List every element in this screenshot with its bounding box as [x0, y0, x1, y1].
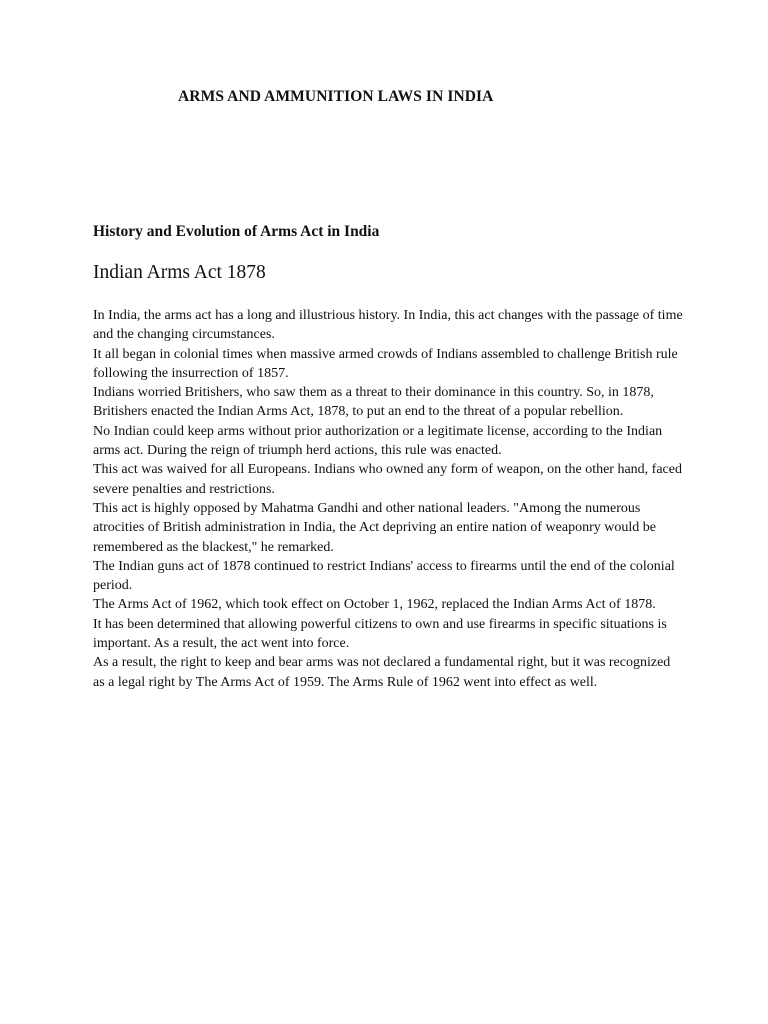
subheading: Indian Arms Act 1878: [93, 262, 266, 283]
paragraph: This act is highly opposed by Mahatma Gandhi and other national leaders. "Among the numerous atrocities of British administration in India, the Act depriving an entire nation of weaponry would be remembered as the blackest," he remarked.: [93, 500, 656, 555]
paragraph: The Indian guns act of 1878 continued to restrict Indians' access to firearms until the end of the colonial period.: [93, 558, 675, 594]
paragraph: The Arms Act of 1962, which took effect on October 1, 1962, replaced the Indian Arms Act of 1878.: [93, 597, 656, 613]
paragraph: In India, the arms act has a long and illustrious history. In India, this act changes with the passage of time and the changing circumstances.: [93, 308, 683, 343]
paragraph: No Indian could keep arms without prior authorization or a legitimate license, according to the Indian arms act. During the reign of triumph herd actions, this rule was enacted.: [93, 423, 663, 459]
document-title: ARMS AND AMMUNITION LAWS IN INDIA: [178, 88, 494, 105]
section-heading: History and Evolution of Arms Act in India: [93, 223, 380, 240]
paragraph: It has been determined that allowing powerful citizens to own and use firearms in specific situations is important. As a result, the act went into force.: [93, 616, 667, 652]
paragraph: This act was waived for all Europeans. Indians who owned any form of weapon, on the other hand, faced severe penalties and restrictions.: [93, 462, 682, 497]
paragraph: As a result, the right to keep and bear arms was not declared a fundamental right, but it was recognized as a legal right by The Arms Act of 1959. The Arms Rule of 1962 went into effect as well.: [93, 655, 671, 690]
body-text: [93, 306, 683, 692]
paragraph: It all began in colonial times when massive armed crowds of Indians assembled to challenge British rule following the insurrection of 1857.: [93, 346, 678, 381]
paragraph: Indians worried Britishers, who saw them as a threat to their dominance in this country. So, in 1878, Britishers enacted the Indian Arms Act, 1878, to put an end to the threat of a popular rebellion.: [93, 385, 654, 420]
